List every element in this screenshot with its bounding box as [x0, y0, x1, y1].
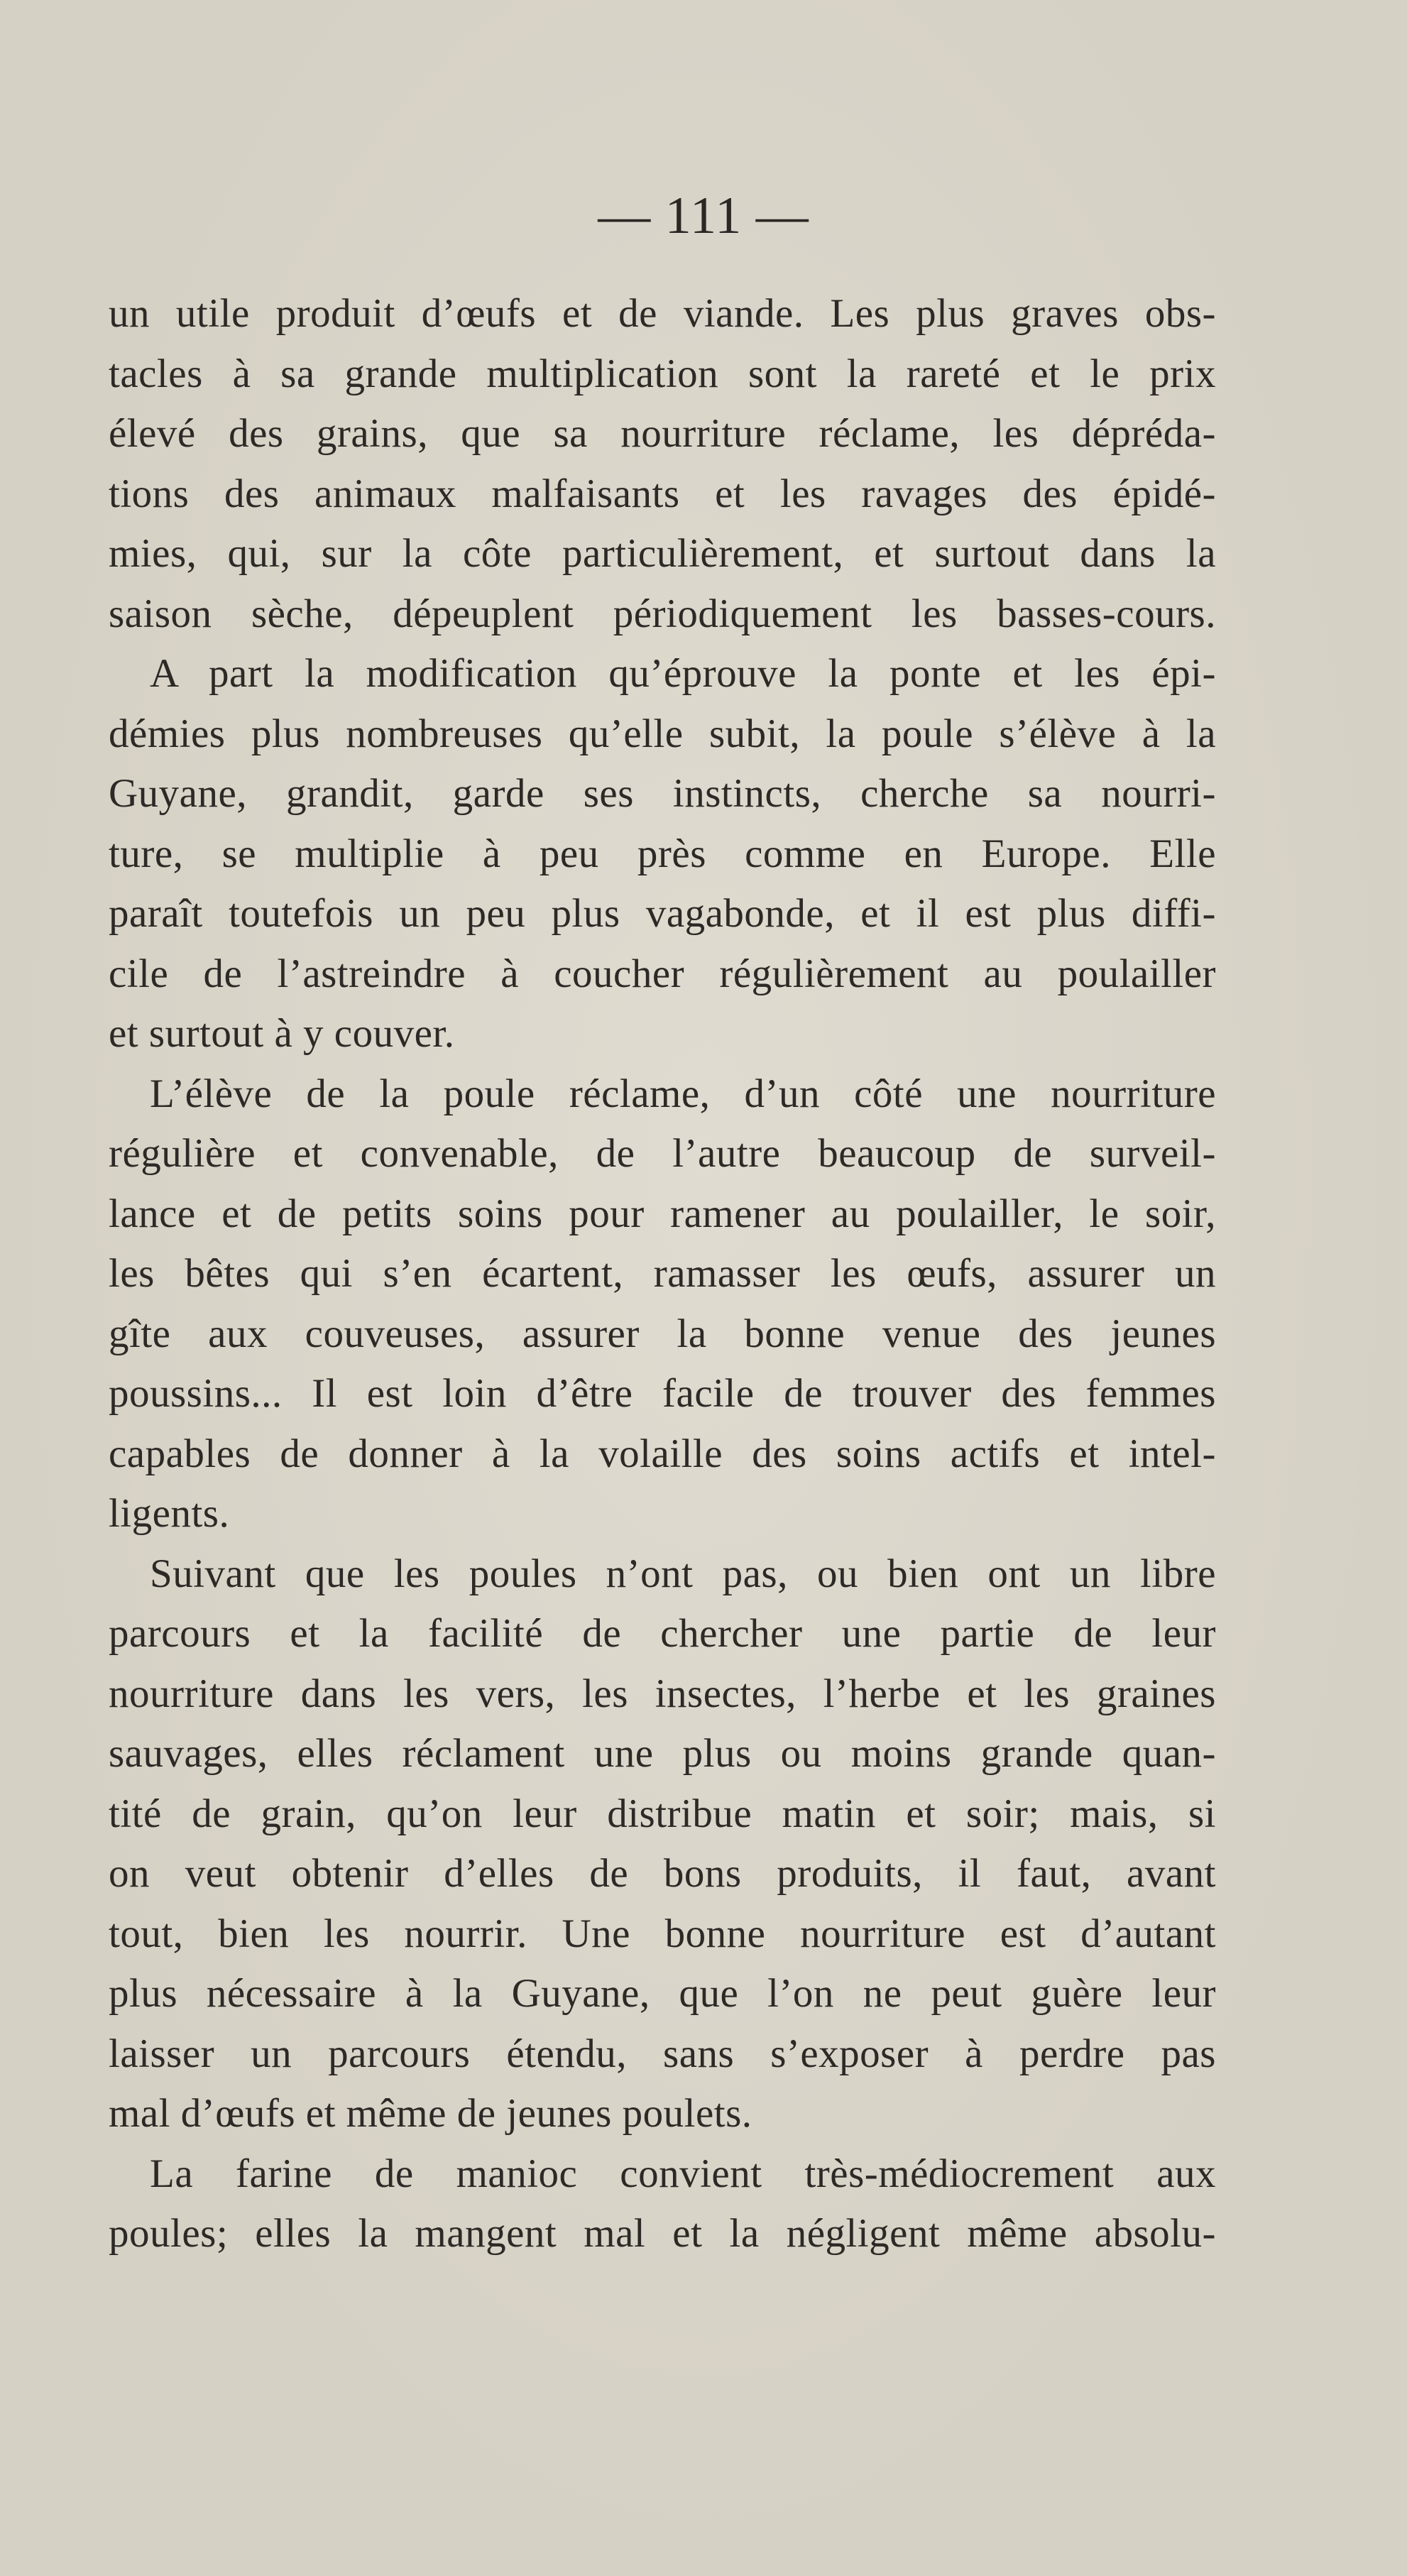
- text-line: ture, se multiplie à peu près comme en Europe. Elle: [109, 831, 1216, 876]
- paragraph-2: [109, 644, 1216, 1064]
- paragraph-1: [109, 284, 1216, 644]
- text-line: poussins... Il est loin d’être facile de trouver des femmes: [109, 1371, 1216, 1416]
- text-line: régulière et convenable, de l’autre beaucoup de surveil-: [109, 1131, 1216, 1176]
- text-line: et surtout à y couver.: [109, 1011, 455, 1056]
- text-line: parcours et la facilité de chercher une partie de leur: [109, 1611, 1216, 1656]
- text-line: les bêtes qui s’en écartent, ramasser les œufs, assurer un: [109, 1251, 1216, 1296]
- text-line: A part la modification qu’éprouve la ponte et les épi-: [150, 651, 1216, 696]
- text-line: saison sèche, dépeuplent périodiquement les basses-cours.: [109, 591, 1216, 636]
- page-number: — 111 —: [598, 187, 809, 245]
- text-line: mies, qui, sur la côte particulièrement, et surtout dans la: [109, 531, 1216, 576]
- paragraph-4: [109, 1544, 1216, 2144]
- text-line: sauvages, elles réclament une plus ou moins grande quan-: [109, 1731, 1216, 1776]
- text-line: La farine de manioc convient très-médiocrement aux: [150, 2151, 1216, 2196]
- text-line: paraît toutefois un peu plus vagabonde, et il est plus diffi-: [109, 891, 1216, 936]
- text-line: lance et de petits soins pour ramener au poulailler, le soir,: [109, 1191, 1216, 1236]
- text-line: un utile produit d’œufs et de viande. Les plus graves obs-: [109, 291, 1216, 336]
- paragraph-5: [109, 2144, 1216, 2264]
- text-line: tacles à sa grande multiplication sont la rareté et le prix: [109, 351, 1216, 396]
- text-line: ligents.: [109, 1491, 230, 1536]
- text-line: tité de grain, qu’on leur distribue matin et soir; mais, si: [109, 1791, 1216, 1836]
- page-body: [109, 284, 1216, 2264]
- text-line: gîte aux couveuses, assurer la bonne venue des jeunes: [109, 1311, 1216, 1356]
- text-line: Suivant que les poules n’ont pas, ou bien ont un libre: [150, 1551, 1216, 1596]
- text-line: nourriture dans les vers, les insectes, l’herbe et les graines: [109, 1671, 1216, 1716]
- text-line: L’élève de la poule réclame, d’un côté une nourriture: [150, 1071, 1216, 1116]
- text-line: tions des animaux malfaisants et les ravages des épidé-: [109, 471, 1216, 516]
- text-line: capables de donner à la volaille des soins actifs et intel-: [109, 1431, 1216, 1476]
- text-line: Guyane, grandit, garde ses instincts, cherche sa nourri-: [109, 771, 1216, 816]
- text-line: tout, bien les nourrir. Une bonne nourriture est d’autant: [109, 1911, 1216, 1956]
- text-line: démies plus nombreuses qu’elle subit, la poule s’élève à la: [109, 711, 1216, 756]
- text-line: laisser un parcours étendu, sans s’exposer à perdre pas: [109, 2031, 1216, 2076]
- text-line: plus nécessaire à la Guyane, que l’on ne peut guère leur: [109, 1971, 1216, 2016]
- text-line: cile de l’astreindre à coucher régulièrement au poulailler: [109, 951, 1216, 996]
- text-line: mal d’œufs et même de jeunes poulets.: [109, 2091, 752, 2136]
- text-line: on veut obtenir d’elles de bons produits, il faut, avant: [109, 1851, 1216, 1896]
- paragraph-3: [109, 1064, 1216, 1544]
- text-line: élevé des grains, que sa nourriture réclame, les dépréda-: [109, 411, 1216, 456]
- text-line: poules; elles la mangent mal et la négligent même absolu-: [109, 2211, 1216, 2256]
